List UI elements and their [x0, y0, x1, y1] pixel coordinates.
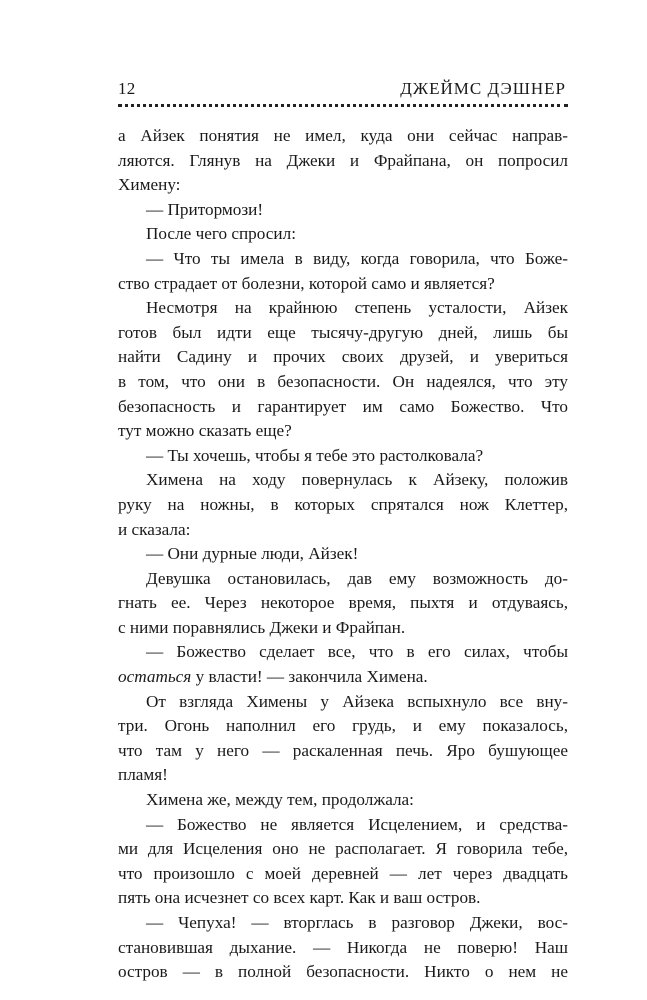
- page-number: 12: [118, 79, 136, 98]
- text-line: ляются. Глянув на Джеки и Фрайпана, он попросил: [118, 150, 568, 170]
- text-line: — Притормози!: [146, 199, 264, 219]
- text-line: руку на ножны, в которых спрятался нож Клеттер,: [118, 494, 568, 514]
- text-line: становившая дыхание. — Никогда не поверю! Наш: [118, 937, 568, 957]
- text-line: ми для Исцеления оно не располагает. Я говорила тебе,: [118, 839, 568, 859]
- text-line: — Что ты имела в виду, когда говорила, что Боже-: [146, 248, 568, 268]
- text-line: — Божество сделает все, что в его силах, чтобы: [146, 642, 568, 662]
- text-line: — Чепуха! — вторглась в разговор Джеки, вос-: [146, 913, 568, 932]
- text-line: Несмотря на крайнюю степень усталости, Айзек: [146, 298, 568, 318]
- text-line: три. Огонь наполнил его грудь, и ему показалось,: [118, 716, 568, 736]
- text-line: ство страдает от болезни, которой само и является?: [118, 273, 495, 293]
- text-line: найти Садину и прочих своих друзей, и увериться: [118, 347, 568, 367]
- text-line: в том, что они в безопасности. Он надеялся, что эту: [118, 371, 568, 391]
- text-line: [118, 665, 568, 690]
- text-line: После чего спросил:: [146, 224, 296, 244]
- text-line: что там у него — раскаленная печь. Яро бушующее: [118, 740, 568, 760]
- text-line: От взгляда Химены у Айзека вспыхнуло все вну-: [146, 691, 568, 711]
- text-line: пламя!: [118, 765, 168, 785]
- text-line: тут можно сказать еще?: [118, 421, 292, 441]
- text-line: пять она исчезнет со всех карт. Как и ваш остров.: [118, 888, 481, 908]
- text-line: гнать ее. Через некоторое время, пыхтя и отдуваясь,: [118, 593, 568, 613]
- text-segment: у власти! — закончила Химена.: [191, 667, 428, 687]
- body-text: [118, 124, 568, 985]
- text-line: с ними поравнялись Джеки и Фрайпан.: [118, 617, 406, 637]
- text-line: остров — в полной безопасности. Никто о нем не: [118, 962, 568, 982]
- header-dotted-rule: [118, 104, 568, 107]
- text-line: — Ты хочешь, чтобы я тебе это растолковала?: [146, 445, 484, 465]
- text-line: и сказала:: [118, 519, 191, 539]
- text-line: безопасность и гарантирует им само Божество. Что: [118, 396, 568, 416]
- italic-emphasis: остаться: [118, 667, 192, 687]
- text-line: — Божество не является Исцелением, и средства-: [146, 814, 568, 834]
- text-line: что произошло с моей деревней — лет через двадцать: [118, 863, 568, 883]
- text-line: — Они дурные люди, Айзек!: [146, 544, 359, 564]
- text-line: Химена на ходу повернулась к Айзеку, положив: [146, 470, 568, 490]
- text-line: Химена же, между тем, продолжала:: [146, 790, 414, 810]
- text-line: Химену:: [118, 175, 181, 195]
- text-line: Девушка остановилась, дав ему возможность до-: [146, 568, 568, 588]
- text-line: готов был идти еще тысячу-другую дней, лишь бы: [118, 322, 568, 342]
- text-line: а Айзек понятия не имел, куда они сейчас направ-: [118, 126, 568, 145]
- page-header: [118, 79, 568, 103]
- running-title: ДЖЕЙМС ДЭШНЕР: [400, 79, 566, 98]
